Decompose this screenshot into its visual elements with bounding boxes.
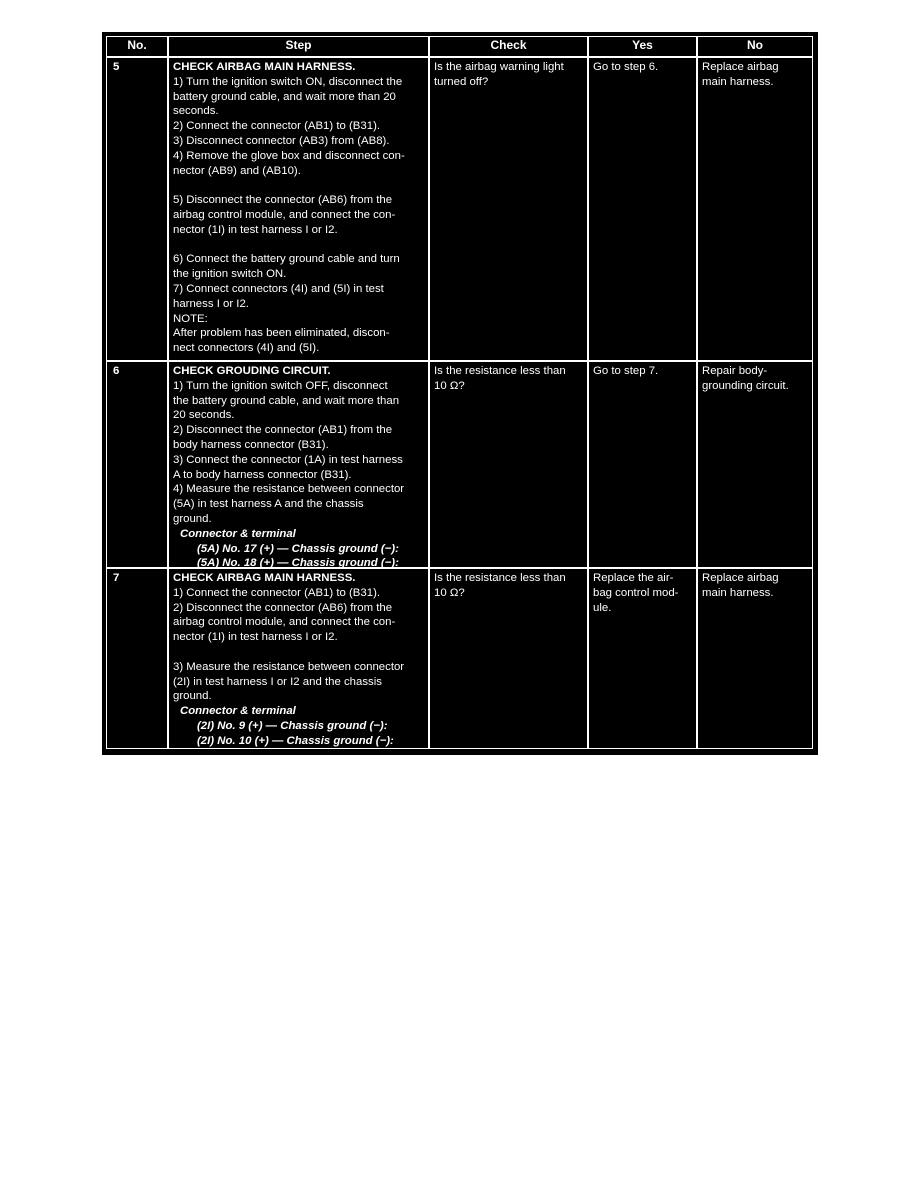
- step-line: the battery ground cable, and wait more than: [173, 394, 400, 407]
- diagnostic-table: [102, 32, 818, 755]
- no-line: grounding circuit.: [702, 379, 789, 392]
- step-line: airbag control module, and connect the con-: [173, 616, 396, 629]
- connector-terminal-line: (2I) No. 10 (+) — Chassis ground (−):: [197, 734, 394, 747]
- check-line: Is the resistance less than: [434, 365, 566, 377]
- step-line: 2) Connect the connector (AB1) to (B31).: [173, 120, 381, 133]
- check-line: turned off?: [434, 75, 489, 88]
- step-line: A to body harness connector (B31).: [173, 468, 352, 481]
- step-cell: [168, 57, 429, 361]
- step-line: 2) Disconnect the connector (AB1) from the: [173, 424, 393, 437]
- connector-heading: Connector & terminal: [180, 527, 296, 540]
- step-line: 5) Disconnect the connector (AB6) from the: [173, 194, 393, 207]
- step-line: 6) Connect the battery ground cable and turn: [173, 253, 400, 266]
- header-check: Check: [429, 36, 588, 57]
- header-no: No.: [106, 36, 168, 57]
- connector-terminal-line: (5A) No. 17 (+) — Chassis ground (−):: [197, 542, 399, 555]
- step-line: 4) Remove the glove box and disconnect con-: [173, 149, 405, 162]
- no-line: Replace airbag: [702, 572, 779, 584]
- header-no-result: No: [697, 36, 813, 57]
- check-cell: [429, 57, 588, 361]
- no-cell: [697, 568, 813, 749]
- step-line: 4) Measure the resistance between connector: [173, 483, 405, 496]
- check-cell: [429, 361, 588, 568]
- step-number: 6: [106, 361, 168, 568]
- header-step: Step: [168, 36, 429, 57]
- step-title: CHECK AIRBAG MAIN HARNESS.: [173, 61, 356, 73]
- check-line: Is the resistance less than: [434, 572, 566, 584]
- step-line: 3) Measure the resistance between connector: [173, 660, 405, 673]
- no-line: main harness.: [702, 586, 774, 599]
- no-cell: [697, 361, 813, 568]
- step-cell: [168, 361, 429, 568]
- no-line: Replace airbag: [702, 61, 779, 73]
- step-line: nector (AB9) and (AB10).: [173, 164, 301, 177]
- check-line: 10 Ω?: [434, 379, 465, 392]
- yes-cell: [588, 57, 697, 361]
- yes-line: Go to step 6.: [593, 61, 659, 73]
- check-line: 10 Ω?: [434, 586, 465, 599]
- spacer: [173, 178, 424, 193]
- step-line: nector (1I) in test harness I or I2.: [173, 223, 338, 236]
- step-line: 1) Turn the ignition switch OFF, disconnect: [173, 379, 388, 392]
- step-line: ground.: [173, 690, 212, 703]
- step-line: nector (1I) in test harness I or I2.: [173, 631, 338, 644]
- step-line: ground.: [173, 512, 212, 525]
- no-cell: [697, 57, 813, 361]
- step-line: body harness connector (B31).: [173, 438, 329, 451]
- step-line: After problem has been eliminated, discon-: [173, 327, 390, 340]
- connector-terminal-line: (5A) No. 18 (+) — Chassis ground (−):: [197, 557, 399, 570]
- step-line: (2I) in test harness I or I2 and the chassis: [173, 675, 382, 688]
- yes-cell: [588, 361, 697, 568]
- step-line: 3) Connect the connector (1A) in test harness: [173, 453, 403, 466]
- step-title: CHECK GROUDING CIRCUIT.: [173, 365, 331, 377]
- spacer: [173, 645, 424, 660]
- yes-line: bag control mod-: [593, 586, 679, 599]
- header-yes: Yes: [588, 36, 697, 57]
- step-cell: [168, 568, 429, 749]
- step-number: 5: [106, 57, 168, 361]
- yes-line: ule.: [593, 601, 612, 614]
- yes-cell: [588, 568, 697, 749]
- step-line: battery ground cable, and wait more than 20: [173, 90, 396, 103]
- step-line: (5A) in test harness A and the chassis: [173, 498, 364, 511]
- step-line: harness I or I2.: [173, 297, 249, 310]
- step-line: 1) Connect the connector (AB1) to (B31).: [173, 586, 381, 599]
- step-line: seconds.: [173, 105, 219, 118]
- connector-heading: Connector & terminal: [180, 705, 296, 718]
- step-line: 2) Disconnect the connector (AB6) from the: [173, 601, 393, 614]
- step-line: airbag control module, and connect the con-: [173, 208, 396, 221]
- step-title: CHECK AIRBAG MAIN HARNESS.: [173, 572, 356, 584]
- step-line: 1) Turn the ignition switch ON, disconnect the: [173, 75, 403, 88]
- step-number: 7: [106, 568, 168, 749]
- check-line: Is the airbag warning light: [434, 61, 564, 73]
- step-line: 3) Disconnect connector (AB3) from (AB8).: [173, 134, 390, 147]
- step-line: NOTE:: [173, 312, 208, 325]
- no-line: Repair body-: [702, 365, 768, 377]
- step-line: the ignition switch ON.: [173, 268, 287, 281]
- connector-terminal-line: (2I) No. 9 (+) — Chassis ground (−):: [197, 719, 388, 732]
- step-line: 20 seconds.: [173, 409, 235, 422]
- spacer: [173, 238, 424, 253]
- check-cell: [429, 568, 588, 749]
- no-line: main harness.: [702, 75, 774, 88]
- yes-line: Go to step 7.: [593, 365, 659, 377]
- step-line: 7) Connect connectors (4I) and (5I) in test: [173, 282, 384, 295]
- step-line: nect connectors (4I) and (5I).: [173, 342, 320, 355]
- yes-line: Replace the air-: [593, 572, 674, 584]
